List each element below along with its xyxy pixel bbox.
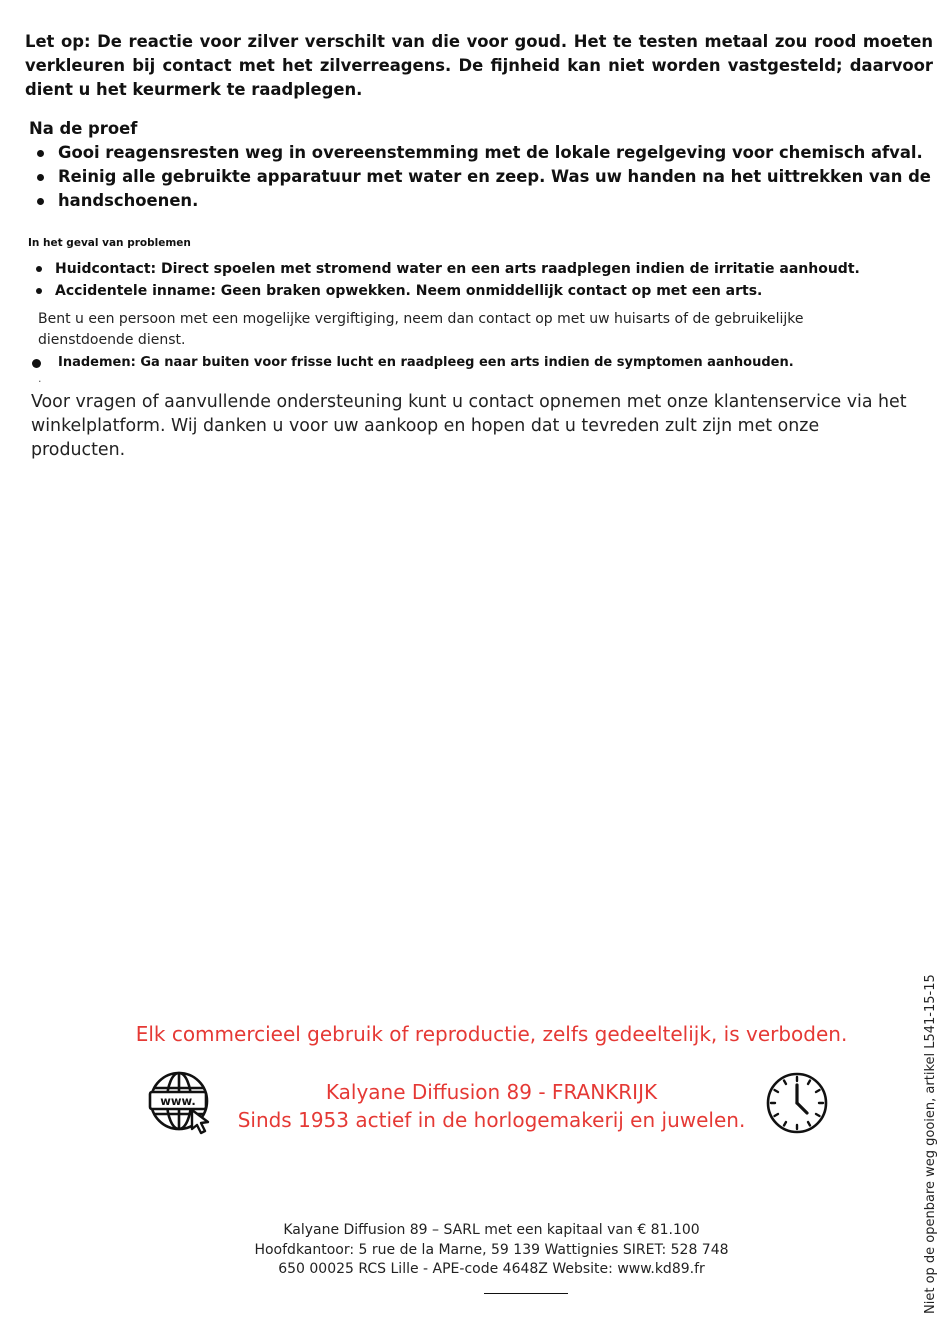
list-item: Gooi reagensresten weg in overeenstemming met de lokale regelgeving voor chemisch afval.: [30, 141, 930, 165]
divider: [484, 1293, 568, 1294]
after-test-list: [30, 141, 930, 213]
bullet-dot: [32, 359, 41, 368]
problems-list: [34, 258, 914, 302]
legal-line-address: Hoofdkantoor: 5 rue de la Marne, 59 139 Wattignies SIRET: 528 748: [254, 1241, 729, 1258]
list-item: handschoenen.: [30, 189, 930, 213]
company-name: Kalyane Diffusion 89 - FRANKRIJK: [325, 1080, 658, 1104]
disposal-notice: Niet op de openbare weg gooien, artikel L541-15-15: [923, 974, 938, 1314]
poisoning-note: Bent u een persoon met een mogelijke vergiftiging, neem dan contact op met uw huisarts of de gebruikelijke dienstdoende dienst.: [38, 311, 804, 348]
after-test-heading: Na de proef: [29, 119, 138, 138]
legal-line-capital: Kalyane Diffusion 89 – SARL met een kapitaal van € 81.100: [283, 1222, 700, 1238]
clock-icon: [765, 1071, 829, 1135]
globe-www-cursor-icon: [148, 1070, 214, 1136]
copyright-notice: Elk commercieel gebruik of reproductie, zelfs gedeeltelijk, is verboden.: [135, 1022, 848, 1046]
legal-line-registration: 650 00025 RCS Lille - APE-code 4648Z Website: www.kd89.fr: [278, 1261, 705, 1277]
support-paragraph: Voor vragen of aanvullende ondersteuning kunt u contact opnemen met onze klantenservice via het winkelplatform. Wij danken u voor uw aankoop en hopen dat u tevreden zult zijn met onze producten.: [31, 392, 907, 460]
company-tagline: Sinds 1953 actief in de horlogemakerij en juwelen.: [237, 1108, 746, 1132]
list-item: Reinig alle gebruikte apparatuur met water en zeep. Was uw handen na het uittrekken van de: [30, 165, 930, 189]
stray-mark: .: [38, 372, 42, 385]
warning-paragraph: Let op: De reactie voor zilver verschilt van die voor goud. Het te testen metaal zou rood moeten verkleuren bij contact met het zilverreagens. De fijnheid kan niet worden vastgesteld; daarvoor dient u het keurmerk te raadplegen.: [25, 32, 933, 99]
legal-info: [0, 1221, 947, 1280]
list-item: Huidcontact: Direct spoelen met stromend water en een arts raadplegen indien de irritatie aanhoudt.: [34, 258, 914, 280]
list-item: Accidentele inname: Geen braken opwekken. Neem onmiddellijk contact op met een arts.: [34, 280, 914, 302]
inhalation-text: Inademen: Ga naar buiten voor frisse lucht en raadpleeg een arts indien de symptomen aanhouden.: [58, 355, 794, 370]
problems-heading: In het geval van problemen: [28, 237, 191, 249]
www-label: www.: [160, 1094, 196, 1108]
